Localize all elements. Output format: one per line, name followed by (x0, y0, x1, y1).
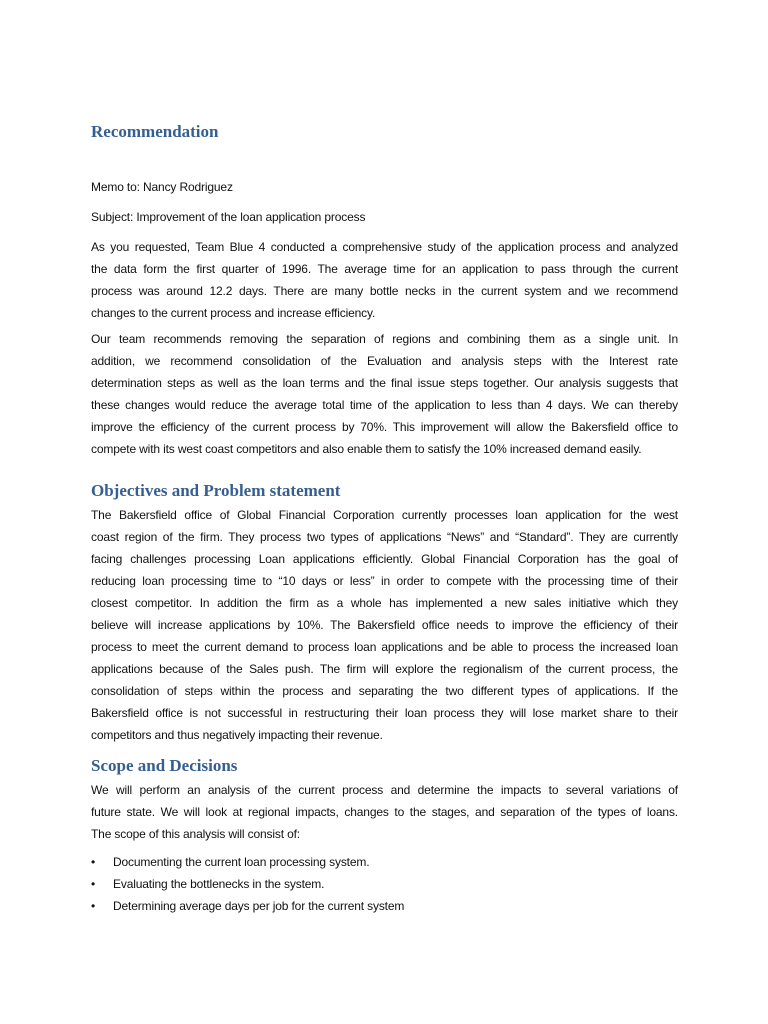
paragraph-3-line: reducing loan processing time to “10 days or less” in order to compete with the processing time of their (91, 574, 678, 588)
paragraph-3-line: process to meet the current demand to process loan applications and be able to process the increased loan (91, 640, 678, 654)
paragraph-3-line: The Bakersfield office of Global Financial Corporation currently processes loan application for the west (91, 508, 678, 522)
scope-list-item (91, 851, 370, 873)
paragraph-4-line: We will perform an analysis of the current process and determine the impacts to several variations of (91, 783, 678, 797)
heading-recommendation: Recommendation (91, 122, 219, 141)
paragraph-1-line: changes to the current process and increase efficiency. (91, 306, 376, 320)
paragraph-3-line: believe will increase applications by 10%. The Bakersfield office needs to improve the efficiency of their (91, 618, 678, 632)
paragraph-2-line: these changes would reduce the average total time of the application to less than 4 days. We can thereby (91, 398, 678, 412)
scope-list-item (91, 895, 405, 917)
scope-list-item (91, 873, 325, 895)
paragraph-3-line: closest competitor. In addition the firm as a whole has implemented a new sales initiative which they (91, 596, 678, 610)
paragraph-2-line: improve the efficiency of the current process by 70%. This improvement will allow the Bakersfield office to (91, 420, 678, 434)
paragraph-4-line: future state. We will look at regional impacts, changes to the stages, and separation of the types of loans. (91, 805, 678, 819)
memo-subject: Subject: Improvement of the loan application process (91, 210, 366, 224)
paragraph-3-line: consolidation of steps within the process and separating the two different types of applications. If the (91, 684, 678, 698)
paragraph-3-line: coast region of the firm. They process two types of applications “News” and “Standard”. They are currently (91, 530, 678, 544)
heading-objectives: Objectives and Problem statement (91, 481, 341, 500)
paragraph-1-line: As you requested, Team Blue 4 conducted a comprehensive study of the application process and analyzed (91, 240, 678, 254)
bullet-icon: • (91, 855, 96, 869)
paragraph-3-line: facing challenges processing Loan applications efficiently. Global Financial Corporation has the goal of (91, 552, 678, 566)
paragraph-4-line: The scope of this analysis will consist of: (91, 827, 300, 841)
paragraph-2-line: Our team recommends removing the separation of regions and combining them as a single unit. In (91, 332, 678, 346)
paragraph-1-line: the data form the first quarter of 1996. The average time for an application to pass through the current (91, 262, 678, 276)
paragraph-2-line: compete with its west coast competitors and also enable them to satisfy the 10% increased demand easily. (91, 442, 642, 456)
paragraph-3-line: applications because of the Sales push. The firm will explore the regionalism of the current process, the (91, 662, 678, 676)
memo-to: Memo to: Nancy Rodriguez (91, 180, 233, 194)
heading-scope: Scope and Decisions (91, 756, 238, 775)
scope-list-item-text: Documenting the current loan processing system. (113, 855, 370, 869)
scope-list-item-text: Determining average days per job for the current system (113, 899, 405, 913)
paragraph-2-line: determination steps as well as the loan terms and the final issue steps together. Our analysis suggests that (91, 376, 678, 390)
scope-list-item-text: Evaluating the bottlenecks in the system. (113, 877, 325, 891)
paragraph-3-line: Bakersfield office is not successful in restructuring their loan process they will lose market share to their (91, 706, 678, 720)
bullet-icon: • (91, 899, 96, 913)
paragraph-3-line: competitors and thus negatively impacting their revenue. (91, 728, 383, 742)
paragraph-2-line: addition, we recommend consolidation of the Evaluation and analysis steps with the Interest rate (91, 354, 678, 368)
paragraph-1-line: process was around 12.2 days. There are many bottle necks in the current system and we recommend (91, 284, 678, 298)
bullet-icon: • (91, 877, 96, 891)
